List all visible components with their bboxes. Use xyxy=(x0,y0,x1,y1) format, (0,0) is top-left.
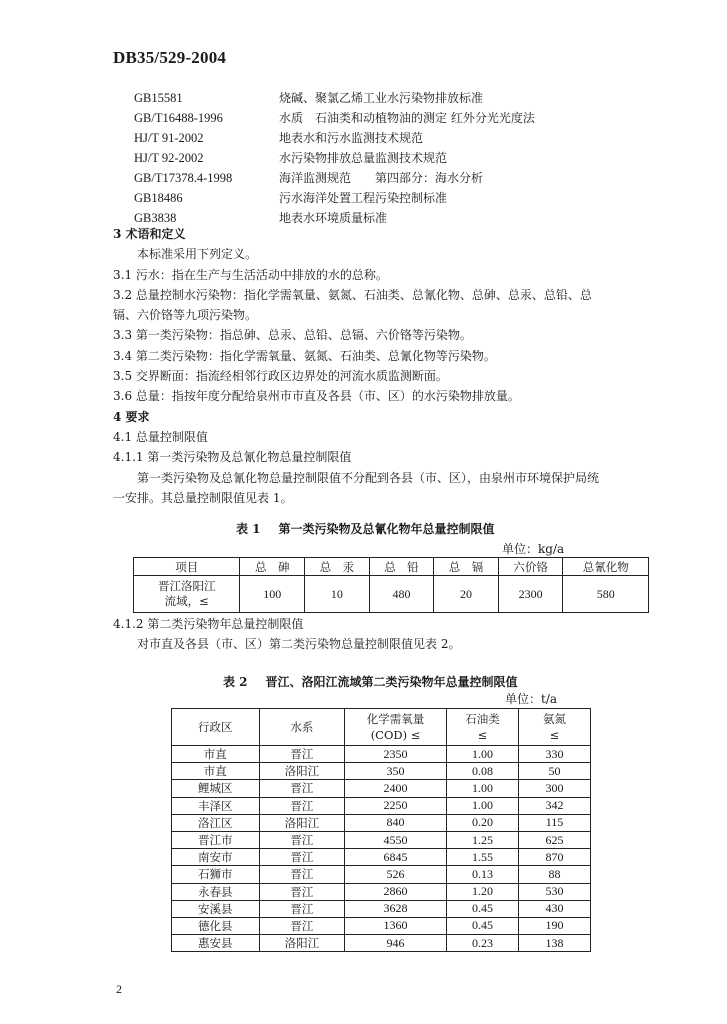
table1-caption xyxy=(236,520,495,537)
header-line: 化学需氧量 xyxy=(366,712,425,726)
table-cell-nh3: 342 xyxy=(518,797,590,814)
definition-3-2: 3.2 总量控制水污染物：指化学需氧量、氨氮、石油类、总氰化物、总砷、总汞、总铅、总 xyxy=(113,287,592,302)
reference-code: HJ/T 92-2002 xyxy=(134,151,204,165)
table-row xyxy=(134,576,649,613)
table-cell: 580 xyxy=(563,576,649,613)
definition-3-3: 3.3 第一类污染物：指总砷、总汞、总铅、总镉、六价铬等污染物。 xyxy=(113,328,472,343)
subsection-4-1: 4.1 总量控制限值 xyxy=(113,429,208,444)
table-cell-cod: 2860 xyxy=(345,883,447,900)
table-cell-oil: 1.00 xyxy=(446,780,518,797)
table-cell-nh3: 115 xyxy=(518,814,590,831)
table2 xyxy=(171,708,591,952)
table-cell-district: 德化县 xyxy=(172,917,260,934)
paragraph-4-1-1-continued: 一安排。其总量控制限值见表 1。 xyxy=(113,490,293,505)
table-cell-district: 晋江市 xyxy=(172,831,260,848)
reference-code: GB3838 xyxy=(134,211,177,225)
paragraph-4-1-2: 对市直及各县（市、区）第二类污染物总量控制限值见表 2。 xyxy=(137,637,461,652)
table-cell-water: 晋江 xyxy=(259,746,345,763)
page-number: 2 xyxy=(116,982,122,996)
table-cell-district: 石狮市 xyxy=(172,866,260,883)
table-cell-cod: 2250 xyxy=(345,797,447,814)
reference-title: 污水海洋处置工程污染控制标准 xyxy=(279,191,448,205)
table-header-cell: 总 镉 xyxy=(434,558,499,576)
table-cell-cod: 4550 xyxy=(345,831,447,848)
reference-item xyxy=(134,88,694,108)
normative-references xyxy=(134,88,694,228)
reference-item xyxy=(134,168,694,188)
table-cell-nh3: 330 xyxy=(518,746,590,763)
table-cell-nh3: 430 xyxy=(518,900,590,917)
table-header-cell: 水系 xyxy=(259,709,345,746)
table-cell-district: 安溪县 xyxy=(172,900,260,917)
reference-item xyxy=(134,128,694,148)
reference-title: 水污染物排放总量监测技术规范 xyxy=(279,151,448,165)
table2-caption xyxy=(223,673,518,690)
table-header-row xyxy=(134,558,649,576)
table-cell-nh3: 530 xyxy=(518,883,590,900)
table1-title: 第一类污染物及总氰化物年总量控制限值 xyxy=(278,522,495,536)
reference-item xyxy=(134,188,694,208)
reference-title: 地表水和污水监测技术规范 xyxy=(279,131,424,145)
table-cell-water: 晋江 xyxy=(259,866,345,883)
table-cell-nh3: 138 xyxy=(518,935,590,952)
header-line: ≤ xyxy=(477,728,488,742)
table-cell-nh3: 625 xyxy=(518,831,590,848)
reference-code: GB/T16488-1996 xyxy=(134,111,223,125)
table-cell-nh3: 300 xyxy=(518,780,590,797)
header-line: 石油类 xyxy=(465,712,500,726)
section-heading-terms: 3 术语和定义 xyxy=(113,227,186,241)
table-cell-cod: 526 xyxy=(345,866,447,883)
row-label-line: 晋江洛阳江 xyxy=(157,579,216,593)
table-cell-cod: 840 xyxy=(345,814,447,831)
table-cell-cod: 2350 xyxy=(345,746,447,763)
table-header-cell xyxy=(446,709,518,746)
header-line: (COD) ≤ xyxy=(370,728,421,742)
reference-title: 地表水环境质量标准 xyxy=(279,211,388,225)
row-label-line: 流域，≤ xyxy=(164,594,209,608)
section-heading-requirements: 4 要求 xyxy=(113,409,150,424)
table-cell-district: 南安市 xyxy=(172,849,260,866)
table-cell-cod: 2400 xyxy=(345,780,447,797)
table-cell: 480 xyxy=(369,576,434,613)
table-cell-water: 晋江 xyxy=(259,831,345,848)
document-id: DB35/529-2004 xyxy=(113,48,227,67)
table-row xyxy=(172,900,591,917)
table-row xyxy=(172,866,591,883)
table-cell-district: 鲤城区 xyxy=(172,780,260,797)
definition-3-4: 3.4 第二类污染物：指化学需氧量、氨氮、石油类、总氰化物等污染物。 xyxy=(113,348,496,363)
table-cell-water: 晋江 xyxy=(259,917,345,934)
body-text xyxy=(113,224,673,508)
table-cell-oil: 1.20 xyxy=(446,883,518,900)
table-header-cell: 总 汞 xyxy=(305,558,370,576)
table-header-cell: 总 砷 xyxy=(240,558,305,576)
table-cell: 2300 xyxy=(498,576,563,613)
table-cell-water: 晋江 xyxy=(259,797,345,814)
table-header-cell xyxy=(345,709,447,746)
table-cell-oil: 0.20 xyxy=(446,814,518,831)
table-cell-water: 晋江 xyxy=(259,883,345,900)
table-header-cell: 项目 xyxy=(134,558,240,576)
table-cell-oil: 0.23 xyxy=(446,935,518,952)
table-cell: 20 xyxy=(434,576,499,613)
table2-unit: 单位：t/a xyxy=(505,692,558,706)
table2-title: 晋江、洛阳江流域第二类污染物年总量控制限值 xyxy=(265,675,518,689)
table-cell-oil: 0.08 xyxy=(446,763,518,780)
table-cell: 10 xyxy=(305,576,370,613)
table-cell-nh3: 50 xyxy=(518,763,590,780)
table-cell-cod: 350 xyxy=(345,763,447,780)
table-row xyxy=(172,831,591,848)
table-cell-oil: 1.55 xyxy=(446,849,518,866)
table-cell-cod: 946 xyxy=(345,935,447,952)
definition-3-2-continued: 镉、六价铬等九项污染物。 xyxy=(113,308,258,323)
table-cell-water: 洛阳江 xyxy=(259,814,345,831)
table-row-label xyxy=(134,576,240,613)
definition-3-1: 3.1 污水：指在生产与生活活动中排放的水的总称。 xyxy=(113,267,388,282)
table-cell-water: 晋江 xyxy=(259,900,345,917)
header-line: ≤ xyxy=(549,728,560,742)
subsection-4-1-2: 4.1.2 第二类污染物年总量控制限值 xyxy=(113,617,304,631)
table-header-cell xyxy=(518,709,590,746)
table-cell-district: 惠安县 xyxy=(172,935,260,952)
table-cell-district: 永春县 xyxy=(172,883,260,900)
table-row xyxy=(172,763,591,780)
table-row xyxy=(172,935,591,952)
reference-code: GB18486 xyxy=(134,191,183,205)
reference-item xyxy=(134,108,694,128)
table-cell-district: 市直 xyxy=(172,746,260,763)
table-cell-cod: 3628 xyxy=(345,900,447,917)
table1-unit: 单位：kg/a xyxy=(502,542,565,556)
table-cell-district: 市直 xyxy=(172,763,260,780)
table-header-cell: 总 铅 xyxy=(369,558,434,576)
table-row xyxy=(172,849,591,866)
table-cell-water: 晋江 xyxy=(259,780,345,797)
table-row xyxy=(172,883,591,900)
table-row xyxy=(172,917,591,934)
table-cell-nh3: 88 xyxy=(518,866,590,883)
reference-code: HJ/T 91-2002 xyxy=(134,131,204,145)
table-cell: 100 xyxy=(240,576,305,613)
table2-number: 表 2 xyxy=(223,675,248,689)
reference-title: 水质 石油类和动植物油的测定 红外分光光度法 xyxy=(279,111,535,125)
table-row xyxy=(172,814,591,831)
definition-3-6: 3.6 总量：指按年度分配给泉州市市直及各县（市、区）的水污染物排放量。 xyxy=(113,389,520,404)
table-header-cell: 总氰化物 xyxy=(563,558,649,576)
table-cell-oil: 0.45 xyxy=(446,917,518,934)
table-cell-nh3: 190 xyxy=(518,917,590,934)
definition-3-5: 3.5 交界断面：指流经相邻行政区边界处的河流水质监测断面。 xyxy=(113,369,448,384)
table-row xyxy=(172,797,591,814)
table-header-row xyxy=(172,709,591,746)
body-text-continued xyxy=(113,614,673,655)
reference-title: 烧碱、聚氯乙烯工业水污染物排放标准 xyxy=(279,91,484,105)
table1 xyxy=(133,557,649,613)
table-cell-cod: 1360 xyxy=(345,917,447,934)
table-row xyxy=(172,746,591,763)
table-cell-water: 洛阳江 xyxy=(259,935,345,952)
reference-code: GB15581 xyxy=(134,91,183,105)
header-line: 氨氮 xyxy=(542,712,566,726)
table-header-cell: 六价铬 xyxy=(498,558,563,576)
table-cell-oil: 0.13 xyxy=(446,866,518,883)
table-cell-cod: 6845 xyxy=(345,849,447,866)
table-cell-oil: 1.25 xyxy=(446,831,518,848)
reference-title: 海洋监测规范 第四部分：海水分析 xyxy=(279,171,484,185)
table-cell-water: 晋江 xyxy=(259,849,345,866)
subsection-4-1-1: 4.1.1 第一类污染物及总氰化物总量控制限值 xyxy=(113,450,352,465)
reference-item xyxy=(134,148,694,168)
table-row xyxy=(172,780,591,797)
terms-intro: 本标准采用下列定义。 xyxy=(137,247,258,262)
reference-code: GB/T17378.4-1998 xyxy=(134,171,233,185)
table-cell-oil: 1.00 xyxy=(446,797,518,814)
table-cell-district: 洛江区 xyxy=(172,814,260,831)
table-cell-oil: 0.45 xyxy=(446,900,518,917)
table-cell-water: 洛阳江 xyxy=(259,763,345,780)
table-header-cell: 行政区 xyxy=(172,709,260,746)
table-cell-oil: 1.00 xyxy=(446,746,518,763)
table-cell-nh3: 870 xyxy=(518,849,590,866)
table-cell-district: 丰泽区 xyxy=(172,797,260,814)
paragraph-4-1-1: 第一类污染物及总氰化物总量控制限值不分配到各县（市、区），由泉州市环境保护局统 xyxy=(137,470,600,485)
table1-number: 表 1 xyxy=(236,522,261,536)
